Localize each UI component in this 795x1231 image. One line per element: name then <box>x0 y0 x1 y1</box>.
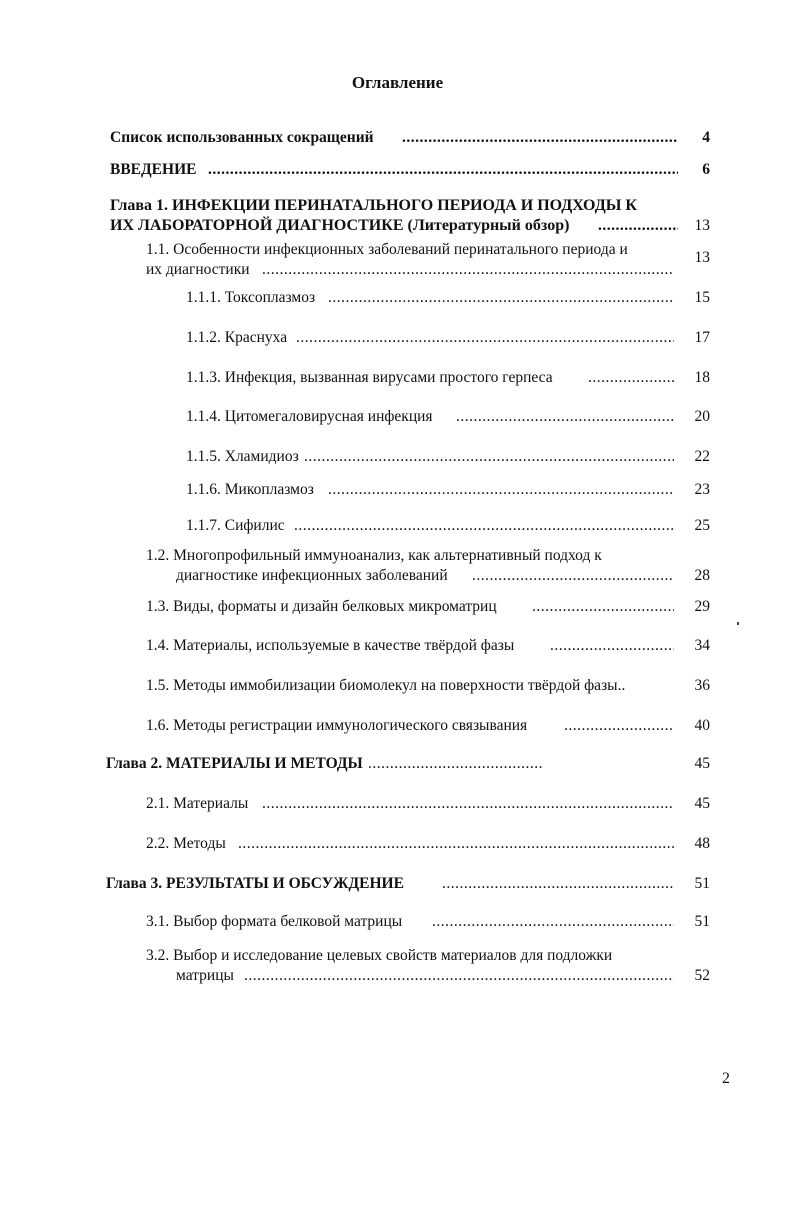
toc-entry-title: 2.1. Материалы <box>146 795 249 812</box>
toc-leader-dots <box>238 834 674 854</box>
toc-chapter-entry[interactable] <box>110 196 710 236</box>
toc-leader-dots <box>208 160 678 180</box>
toc-entry-title: 1.1.7. Сифилис <box>186 517 285 534</box>
toc-leader-dots <box>588 368 674 388</box>
toc-leader-dots <box>598 216 678 236</box>
toc-page-number: 45 <box>694 795 710 812</box>
toc-entry-title: Глава 3. РЕЗУЛЬТАТЫ И ОБСУЖДЕНИЕ <box>106 875 404 892</box>
toc-page-number: 17 <box>694 329 710 346</box>
toc-page-number: 13 <box>694 217 710 234</box>
toc-page-number: 29 <box>694 598 710 615</box>
toc-entry-title: Список использованных сокращений <box>110 129 374 146</box>
toc-page-number: 25 <box>694 517 710 534</box>
toc-leader-dots <box>328 288 674 308</box>
toc-section-entry[interactable] <box>146 946 710 986</box>
toc-entry-title: 1.5. Методы иммобилизации биомолекул на поверхности твёрдой фазы.. <box>146 677 626 694</box>
toc-page-number: 36 <box>694 677 710 694</box>
toc-page-number: 48 <box>694 835 710 852</box>
toc-page-number: 6 <box>702 161 710 178</box>
toc-page-number: 45 <box>694 755 710 772</box>
toc-page-number: 22 <box>694 448 710 465</box>
toc-entry-title: 2.2. Методы <box>146 835 226 852</box>
toc-entry-title-line2: их диагностики <box>146 261 250 278</box>
toc-entry-title-line1: 1.2. Многопрофильный иммуноанализ, как альтернативный подход к <box>146 547 602 564</box>
toc-leader-dots <box>472 566 674 586</box>
toc-page-number: 51 <box>694 913 710 930</box>
toc-entry-title: 1.1.3. Инфекция, вызванная вирусами простого герпеса <box>186 369 553 386</box>
toc-leader-dots <box>262 260 674 280</box>
page-number: 2 <box>722 1070 730 1087</box>
toc-page-number: 13 <box>694 249 710 266</box>
toc-leader-dots <box>262 794 674 814</box>
toc-entry-title: 1.4. Материалы, используемые в качестве твёрдой фазы <box>146 637 515 654</box>
toc-leader-dots <box>432 912 674 932</box>
toc-entry-title: 1.1.1. Токсоплазмоз <box>186 289 316 306</box>
toc-entry-title-line1: 1.1. Особенности инфекционных заболеваний перинатального периода и <box>146 241 628 258</box>
toc-page-number: 4 <box>702 129 710 146</box>
toc-leader-dots <box>402 128 677 148</box>
toc-entry-title: 1.1.2. Краснуха <box>186 329 288 346</box>
toc-entry-title: 1.1.6. Микоплазмоз <box>186 481 314 498</box>
toc-page-number: 40 <box>694 717 710 734</box>
toc-leader-dots <box>294 516 674 536</box>
page-title: Оглавление <box>351 73 444 92</box>
toc-leader-dots <box>550 636 674 656</box>
toc-entry-title: 1.6. Методы регистрации иммунологического связывания <box>146 717 528 734</box>
toc-page-number: 23 <box>694 481 710 498</box>
toc-page-number: 20 <box>694 408 710 425</box>
toc-page-number: 28 <box>694 567 710 584</box>
toc-leader-dots <box>304 447 674 467</box>
toc-page-number: 51 <box>694 875 710 892</box>
toc-section-entry[interactable] <box>146 546 710 586</box>
toc-entry-title: 1.1.5. Хламидиоз <box>186 448 299 465</box>
toc-leader-dots <box>244 966 674 986</box>
toc-entry-title-line2: матрицы <box>176 967 234 984</box>
toc-page-number: 15 <box>694 289 710 306</box>
toc-entry-title-line2: диагностике инфекционных заболеваний <box>176 567 448 584</box>
toc-leader-dots <box>296 328 674 348</box>
toc-entry-title: 1.3. Виды, форматы и дизайн белковых микроматриц <box>146 598 497 615</box>
toc-entry-title: ВВЕДЕНИЕ <box>110 161 197 178</box>
toc-leader-dots <box>564 716 674 736</box>
toc-leader-dots <box>442 874 674 894</box>
toc-entry-title: Глава 2. МАТЕРИАЛЫ И МЕТОДЫ <box>106 755 363 772</box>
toc-leader-dots <box>368 754 544 774</box>
toc-section-entry[interactable] <box>146 240 710 280</box>
toc-leader-dots <box>456 407 674 427</box>
toc-page-number: 34 <box>694 637 710 654</box>
toc-entry-title-line2: ИХ ЛАБОРАТОРНОЙ ДИАГНОСТИКЕ (Литературный обзор) <box>110 217 570 234</box>
toc-leader-dots <box>328 480 674 500</box>
toc-entry-title-line1: 3.2. Выбор и исследование целевых свойств материалов для подложки <box>146 947 613 964</box>
toc-leader-dots <box>532 597 674 617</box>
toc-entry-title: 1.1.4. Цитомегаловирусная инфекция <box>186 408 433 425</box>
toc-entry-title-line1: Глава 1. ИНФЕКЦИИ ПЕРИНАТАЛЬНОГО ПЕРИОДА И ПОДХОДЫ К <box>110 197 638 214</box>
toc-page-number: 18 <box>694 369 710 386</box>
scan-speck <box>737 622 739 625</box>
toc-page-number: 52 <box>694 967 710 984</box>
toc-entry-title: 3.1. Выбор формата белковой матрицы <box>146 913 403 930</box>
